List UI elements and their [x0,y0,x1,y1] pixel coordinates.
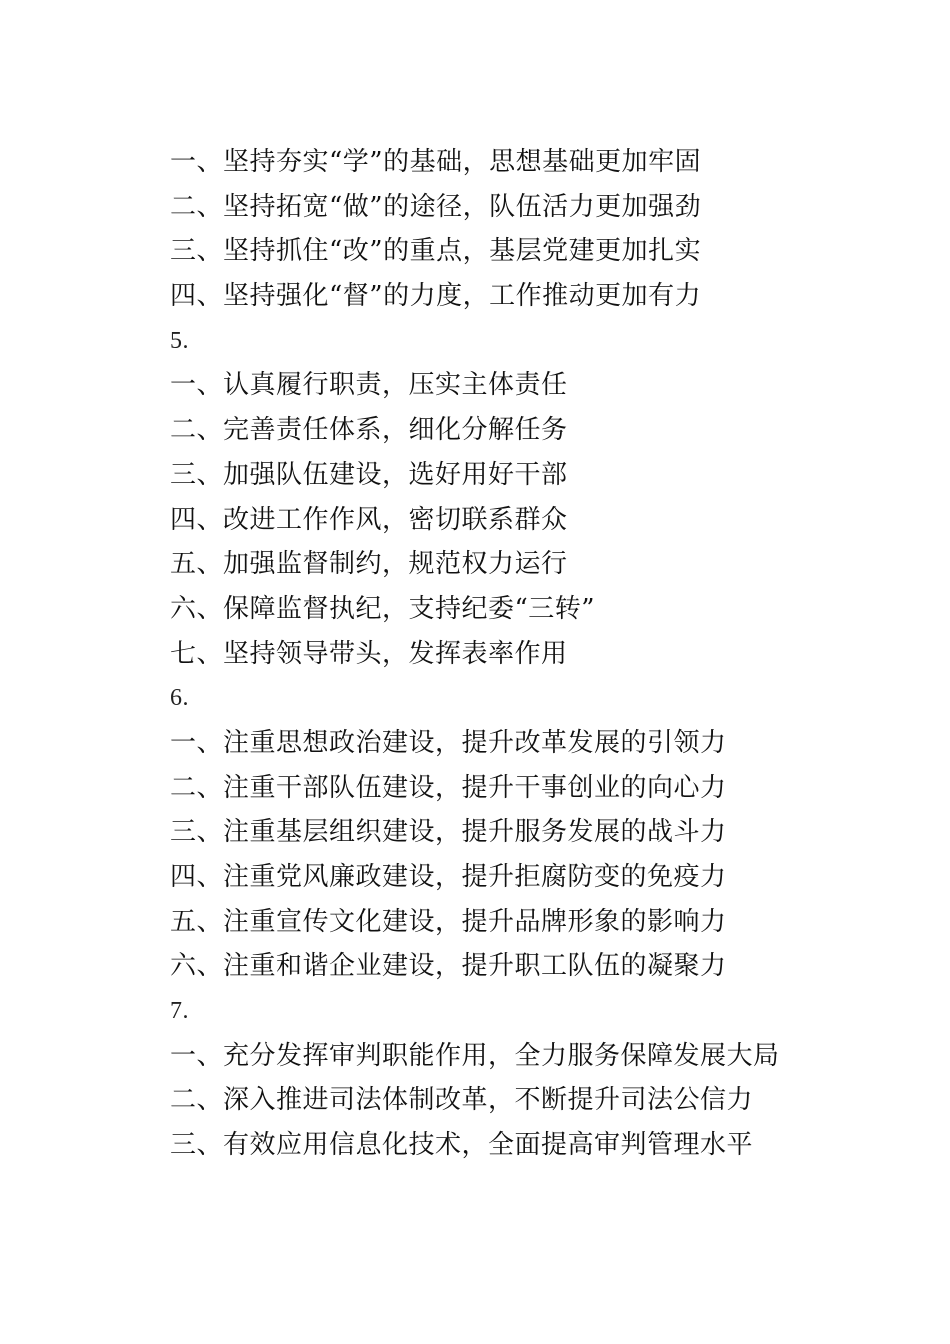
list-item: 六、注重和谐企业建设，提升职工队伍的凝聚力 [170,951,727,982]
list-item: 五、注重宣传文化建设，提升品牌形象的影响力 [170,906,727,937]
list-item: 二、注重干部队伍建设，提升干事创业的向心力 [170,772,727,803]
section-number: 5. [170,327,189,354]
list-item: 二、坚持拓宽“做”的途径，队伍活力更加强劲 [170,191,702,222]
list-item: 二、深入推进司法体制改革，不断提升司法公信力 [170,1085,754,1116]
section-number: 6. [170,685,189,712]
list-item: 一、认真履行职责，压实主体责任 [170,370,568,401]
list-item: 四、坚持强化“督”的力度，工作推动更加有力 [170,281,702,312]
list-item: 三、坚持抓住“改”的重点，基层党建更加扎实 [170,236,702,267]
list-item: 三、有效应用信息化技术，全面提高审判管理水平 [170,1130,754,1161]
list-item: 六、保障监督执纪，支持纪委“三转” [170,593,596,624]
list-item: 七、坚持领导带头，发挥表率作用 [170,638,568,669]
section-number: 7. [170,998,189,1025]
list-item: 四、改进工作作风，密切联系群众 [170,504,568,535]
list-item: 三、加强队伍建设，选好用好干部 [170,459,568,490]
list-item: 一、充分发挥审判职能作用，全力服务保障发展大局 [170,1040,780,1071]
list-item: 一、坚持夯实“学”的基础，思想基础更加牢固 [170,147,702,177]
document-content [170,140,890,1168]
list-item: 二、完善责任体系，细化分解任务 [170,415,568,446]
list-item: 一、注重思想政治建设，提升改革发展的引领力 [170,727,727,758]
list-item: 五、加强监督制约，规范权力运行 [170,549,568,580]
list-item: 四、注重党风廉政建设，提升拒腐防变的免疫力 [170,862,727,892]
list-item: 三、注重基层组织建设，提升服务发展的战斗力 [170,817,727,848]
